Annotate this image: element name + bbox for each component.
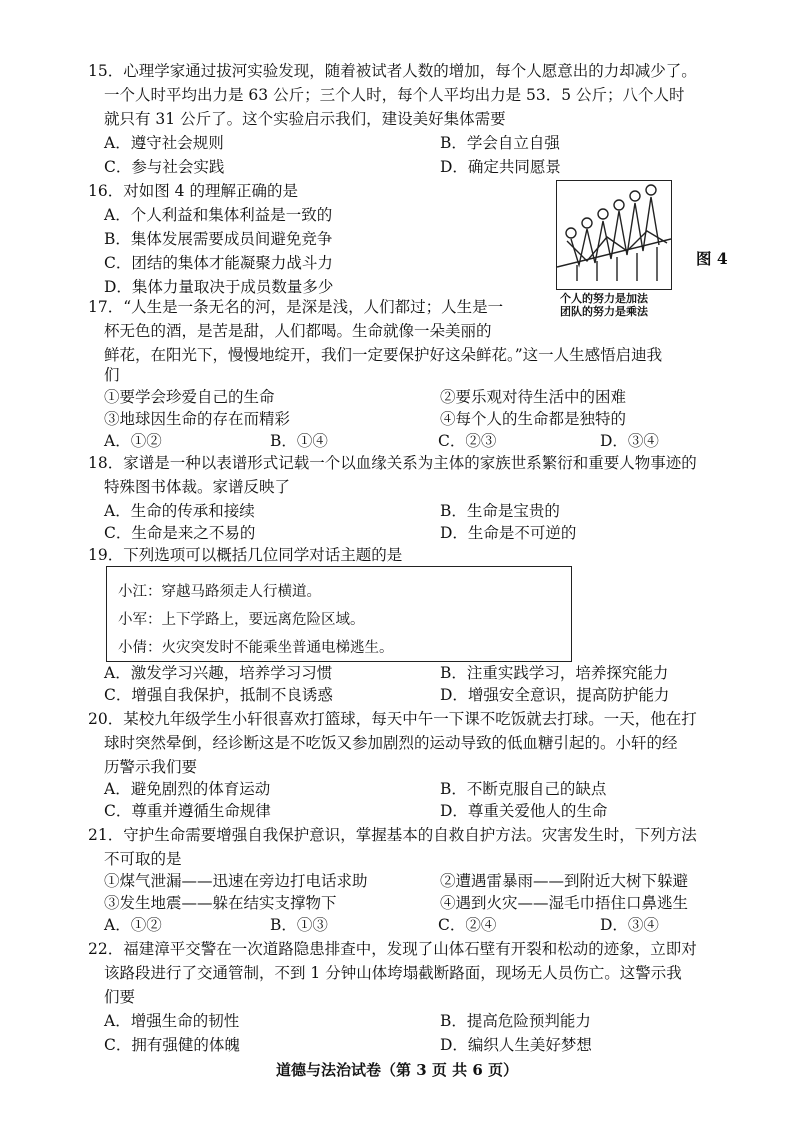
q15-option-c: C．参与社会实践	[104, 158, 225, 176]
dialogue-xiaoqian: 小倩：火灾突发时不能乘坐普通电梯逃生。	[118, 640, 394, 656]
figure-caption-line1: 个人的努力是加法	[560, 292, 648, 305]
q21-option-b: B．①③	[270, 916, 328, 934]
q19-option-b: B．注重实践学习，培养探究能力	[440, 664, 669, 682]
q21-option-a: A．①②	[104, 916, 162, 934]
q18-option-c: C．生命是来之不易的	[104, 524, 256, 542]
q15-stem-line1: 15．心理学家通过拔河实验发现，随着被试者人数的增加，每个人愿意出的力却减少了。	[88, 62, 697, 80]
q17-statement-4: ④每个人的生命都是独特的	[440, 410, 627, 428]
q22-stem-line1: 22．福建漳平交警在一次道路隐患排查中，发现了山体石壁有开裂和松动的迹象，立即对	[88, 940, 697, 958]
q16-option-c: C．团结的集体才能凝聚力战斗力	[104, 254, 333, 272]
q17-option-b: B．①④	[270, 432, 328, 450]
q20-stem-line1: 20．某校九年级学生小轩很喜欢打篮球，每天中午一下课不吃饭就去打球。一天，他在打	[88, 710, 697, 728]
q18-stem-line1: 18．家谱是一种以表谱形式记载一个以血缘关系为主体的家族世系繁衍和重要人物事迹的	[88, 454, 697, 472]
q17-statement-1: ①要学会珍爱自己的生命	[104, 388, 275, 406]
q16-stem: 16．对如图 4 的理解正确的是	[88, 182, 298, 200]
q17-statement-3: ③地球因生命的存在而精彩	[104, 410, 291, 428]
q19-option-c: C．增强自我保护，抵制不良诱惑	[104, 686, 333, 704]
q20-stem-line2: 球时突然晕倒，经诊断这是不吃饭又参加剧烈的运动导致的低血糖引起的。小轩的经	[104, 734, 678, 752]
q21-statement-2: ②遭遇雷暴雨——到附近大树下躲避	[440, 872, 689, 890]
figure-label: 图 4	[696, 249, 728, 268]
q19-option-d: D．增强安全意识，提高防护能力	[440, 686, 670, 704]
q17-option-c: C．②③	[438, 432, 497, 450]
q16-option-a: A．个人利益和集体利益是一致的	[104, 206, 333, 224]
q19-option-a: A．激发学习兴趣，培养学习习惯	[104, 664, 333, 682]
q22-stem-line2: 该路段进行了交通管制，不到 1 分钟山体垮塌截断路面，现场无人员伤亡。这警示我	[104, 964, 682, 982]
q22-option-c: C．拥有强健的体魄	[104, 1036, 240, 1054]
q17-option-d: D．③④	[600, 432, 659, 450]
q18-option-b: B．生命是宝贵的	[440, 502, 560, 520]
q20-option-d: D．尊重关爱他人的生命	[440, 802, 608, 820]
q21-option-d: D．③④	[600, 916, 659, 934]
q22-option-a: A．增强生命的韧性	[104, 1012, 240, 1030]
q15-option-d: D．确定共同愿景	[440, 158, 561, 176]
page-footer: 道德与法治试卷（第 3 页 共 6 页）	[276, 1061, 518, 1079]
q21-statement-4: ④遇到火灾——湿毛巾捂住口鼻逃生	[440, 894, 689, 912]
figure-caption-line2: 团队的努力是乘法	[560, 305, 648, 318]
q17-stem-line1: 17．“人生是一条无名的河，是深是浅，人们都过；人生是一	[88, 298, 504, 316]
q20-option-c: C．尊重并遵循生命规律	[104, 802, 271, 820]
q17-stem-line3: 鲜花，在阳光下，慢慢地绽开，我们一定要保护好这朵鲜花。”这一人生感悟启迪我	[104, 346, 663, 364]
dialogue-xiaojun: 小军：上下学路上，要远离危险区域。	[118, 612, 365, 628]
q21-stem-line2: 不可取的是	[104, 850, 182, 868]
q22-option-d: D．编织人生美好梦想	[440, 1036, 592, 1054]
q19-stem: 19．下列选项可以概括几位同学对话主题的是	[88, 546, 403, 564]
dialogue-xiaojiang: 小江：穿越马路须走人行横道。	[118, 584, 321, 600]
q17-statement-2: ②要乐观对待生活中的困难	[440, 388, 627, 406]
q15-option-a: A．遵守社会规则	[104, 134, 224, 152]
q21-option-c: C．②④	[438, 916, 497, 934]
q15-stem-line3: 就只有 31 公斤了。这个实验启示我们，建设美好集体需要	[104, 110, 506, 128]
q17-stem-line2: 杯无色的酒，是苦是甜，人们都喝。生命就像一朵美丽的	[104, 322, 492, 340]
q20-stem-line3: 历警示我们要	[104, 758, 198, 776]
q18-option-a: A．生命的传承和接续	[104, 502, 255, 520]
q18-stem-line2: 特殊图书体裁。家谱反映了	[104, 478, 291, 496]
q21-stem-line1: 21．守护生命需要增强自我保护意识，掌握基本的自救自护方法。灾害发生时，下列方法	[88, 826, 697, 844]
q15-option-b: B．学会自立自强	[440, 134, 560, 152]
figure-4-illustration	[556, 180, 672, 290]
q16-option-d: D．集体力量取决于成员数量多少	[104, 278, 334, 296]
teamwork-drawing	[557, 181, 671, 289]
q22-stem-line3: 们要	[104, 988, 136, 1006]
q21-statement-3: ③发生地震——躲在结实支撑物下	[104, 894, 337, 912]
q16-option-b: B．集体发展需要成员间避免竞争	[104, 230, 333, 248]
q18-option-d: D．生命是不可逆的	[440, 524, 577, 542]
q22-option-b: B．提高危险预判能力	[440, 1012, 591, 1030]
q20-option-a: A．避免剧烈的体育运动	[104, 780, 271, 798]
q15-stem-line2: 一个人时平均出力是 63 公斤；三个人时，每个人平均出力是 53．5 公斤；八个人时	[104, 86, 685, 104]
q17-option-a: A．①②	[104, 432, 162, 450]
q21-statement-1: ①煤气泄漏——迅速在旁边打电话求助	[104, 872, 368, 890]
q20-option-b: B．不断克服自己的缺点	[440, 780, 607, 798]
q17-stem-line4: 们	[104, 366, 120, 384]
